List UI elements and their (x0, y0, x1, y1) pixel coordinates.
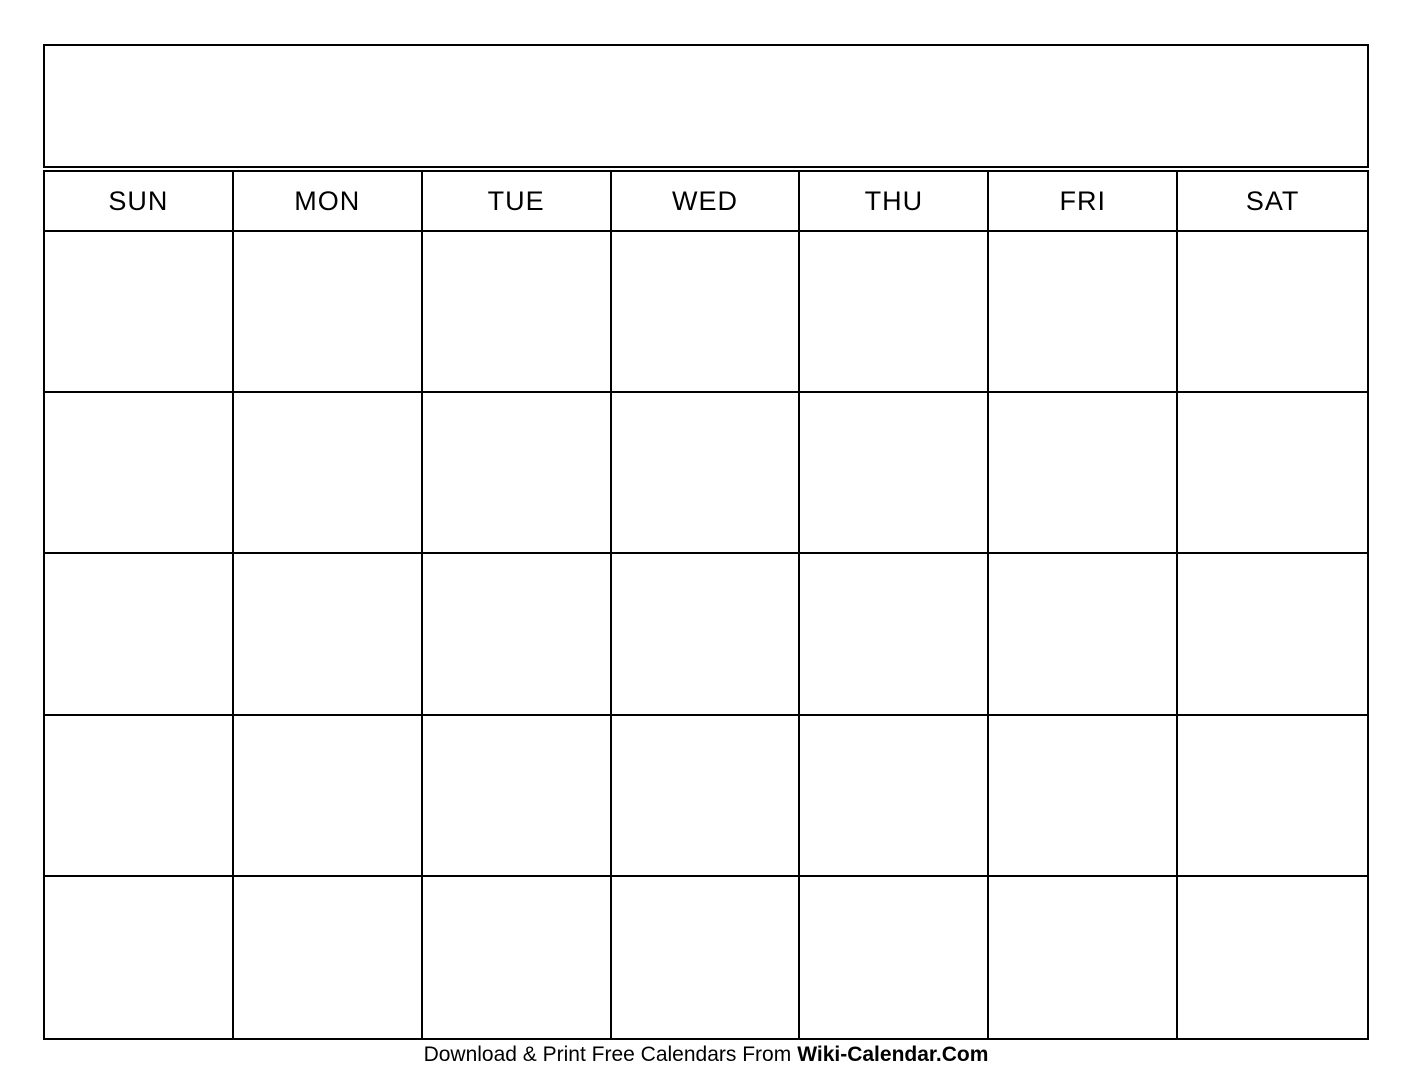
calendar-cell (800, 554, 989, 715)
calendar-cell (612, 232, 801, 393)
calendar-cell (45, 554, 234, 715)
calendar-cell (989, 393, 1178, 554)
day-header-tue: TUE (423, 172, 612, 232)
footer (0, 1042, 1412, 1068)
calendar-cell (800, 877, 989, 1038)
day-header-fri: FRI (989, 172, 1178, 232)
calendar-cell (234, 554, 423, 715)
calendar-cell (234, 877, 423, 1038)
calendar-cell (1178, 393, 1367, 554)
calendar-cell (989, 877, 1178, 1038)
calendar-cell (1178, 232, 1367, 393)
calendar-title-box (43, 44, 1369, 168)
calendar-cell (989, 716, 1178, 877)
day-header-mon: MON (234, 172, 423, 232)
footer-text: Download & Print Free Calendars From (423, 1043, 792, 1066)
calendar-cell (234, 393, 423, 554)
calendar-cell (800, 716, 989, 877)
day-header-wed: WED (612, 172, 801, 232)
calendar-cell (234, 716, 423, 877)
calendar-cell (1178, 554, 1367, 715)
calendar-cell (45, 716, 234, 877)
calendar-cell (800, 393, 989, 554)
calendar-cell (45, 877, 234, 1038)
calendar-cell (989, 232, 1178, 393)
calendar-grid (43, 170, 1369, 1040)
calendar-cell (989, 554, 1178, 715)
calendar-cell (423, 877, 612, 1038)
footer-brand: Wiki-Calendar.Com (797, 1043, 989, 1066)
calendar-cell (612, 393, 801, 554)
calendar-cell (423, 393, 612, 554)
calendar-cell (423, 232, 612, 393)
calendar-cell (612, 877, 801, 1038)
calendar-cell (45, 393, 234, 554)
calendar-cell (612, 554, 801, 715)
calendar-cell (1178, 877, 1367, 1038)
calendar-cell (800, 232, 989, 393)
calendar-cell (234, 232, 423, 393)
calendar-cell (1178, 716, 1367, 877)
calendar-cell (612, 716, 801, 877)
calendar-cell (45, 232, 234, 393)
day-header-sat: SAT (1178, 172, 1367, 232)
calendar-cell (423, 554, 612, 715)
calendar-cell (423, 716, 612, 877)
day-header-sun: SUN (45, 172, 234, 232)
day-header-thu: THU (800, 172, 989, 232)
